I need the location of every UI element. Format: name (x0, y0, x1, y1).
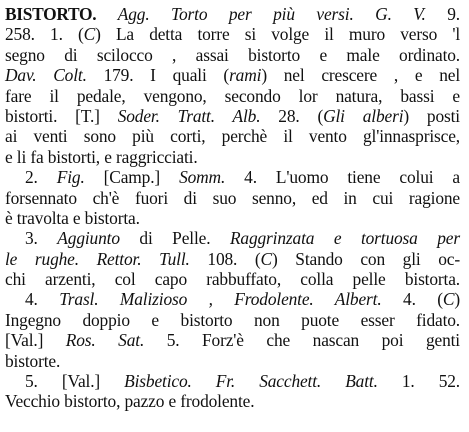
text-segment: [Val.] (5, 330, 66, 351)
text-segment: 28. ( (260, 105, 324, 126)
text-segment: 179. I quali ( (86, 65, 230, 86)
entry-line (5, 249, 460, 269)
entry-line (5, 126, 460, 146)
text-segment: Vecchio bistorto, pazzo e frodolente. (5, 391, 255, 412)
headword: BISTORTO. (5, 4, 97, 24)
text-segment: fare il pedale, vengono, secondo lor natura, bassi e (5, 85, 460, 106)
text-segment: Ingegno doppio e bistorto non puote esser fidato. (5, 309, 460, 330)
text-segment: bistorti. [T.] (5, 105, 118, 126)
entry-line (5, 208, 460, 228)
text-segment: ai venti sono più corti, perchè il vento gl'innasprisce, (5, 126, 460, 147)
text-segment: 3. (25, 228, 58, 249)
text-segment: bistorte. (5, 350, 61, 371)
italic-segment: C (83, 24, 96, 45)
entry-line (5, 65, 460, 85)
text-segment: 258. 1. ( (5, 24, 84, 45)
italic-segment: Agg. Torto per più versi. G. V. (117, 4, 426, 24)
entry-line (5, 351, 460, 371)
italic-segment: rami (229, 65, 262, 86)
text-segment: ) posti (403, 105, 460, 126)
text-segment: segno di scilocco , assai bistorto e male ordinato. (5, 44, 460, 65)
entry-line (5, 106, 460, 126)
italic-segment: C (260, 248, 272, 269)
text-segment: 4. ( (381, 289, 443, 310)
text-segment: e li fa bistorti, e raggricciati. (5, 146, 198, 167)
entry-line (5, 371, 460, 391)
entry-line (5, 269, 460, 289)
text-segment: 9. (425, 4, 460, 24)
entry-line (5, 86, 460, 106)
entry-line (5, 24, 460, 44)
italic-segment: Trasl. Malizioso , Frodolente. Albert. (59, 289, 382, 310)
entry-line (5, 391, 460, 411)
italic-segment: Somm. (179, 167, 226, 188)
text-segment: è travolta e bistorta. (5, 207, 140, 228)
text-segment: 5. [Val.] (25, 371, 125, 392)
text-segment: [Camp.] (84, 167, 180, 188)
italic-segment: Aggiunto (57, 228, 120, 249)
italic-segment: Soder. Tratt. Alb. (117, 105, 261, 126)
entry-body (5, 4, 460, 412)
italic-segment: Bisbetico. Fr. Sacchett. Batt. (124, 371, 378, 392)
entry-line (5, 147, 460, 167)
text-segment: 2. (25, 167, 57, 188)
italic-segment: Raggrinzata e tortuosa per (229, 228, 460, 249)
entry-line (5, 289, 460, 309)
entry-line (5, 45, 460, 65)
text-segment: ) (454, 289, 460, 310)
entry-line (5, 188, 460, 208)
italic-segment: Fig. (56, 167, 85, 188)
text-segment: ) Stando con gli oc- (272, 248, 460, 269)
text-segment: chi arzenti, col capo rabbuffato, colla pelle bistorta. (5, 269, 460, 290)
entry-line (5, 167, 460, 187)
text-segment: 1. 52. (377, 371, 460, 392)
text-segment: 4. L'uomo tiene colui a (225, 167, 460, 188)
italic-segment: le rughe. Rettor. Tull. (5, 248, 190, 269)
entry-line (5, 310, 460, 330)
text-segment: ) nel crescere , e nel (261, 65, 460, 86)
text-segment: di Pelle. (119, 228, 230, 249)
italic-segment: Dav. Colt. (5, 65, 87, 86)
text-segment: 4. (25, 289, 60, 310)
entry-line (5, 4, 460, 24)
text-segment: forsennato ch'è fuori di suo senno, ed in cui ragione (5, 187, 460, 208)
text-segment: ) La detta torre si volge il muro verso 'l (95, 24, 460, 45)
entry-line (5, 330, 460, 350)
text-segment: 5. Forz'è che nascan poi genti (144, 330, 460, 351)
italic-segment: Gli alberi (323, 105, 404, 126)
text-segment: 108. ( (189, 248, 261, 269)
italic-segment: C (442, 289, 455, 310)
entry-line (5, 228, 460, 248)
italic-segment: Ros. Sat. (65, 330, 145, 351)
